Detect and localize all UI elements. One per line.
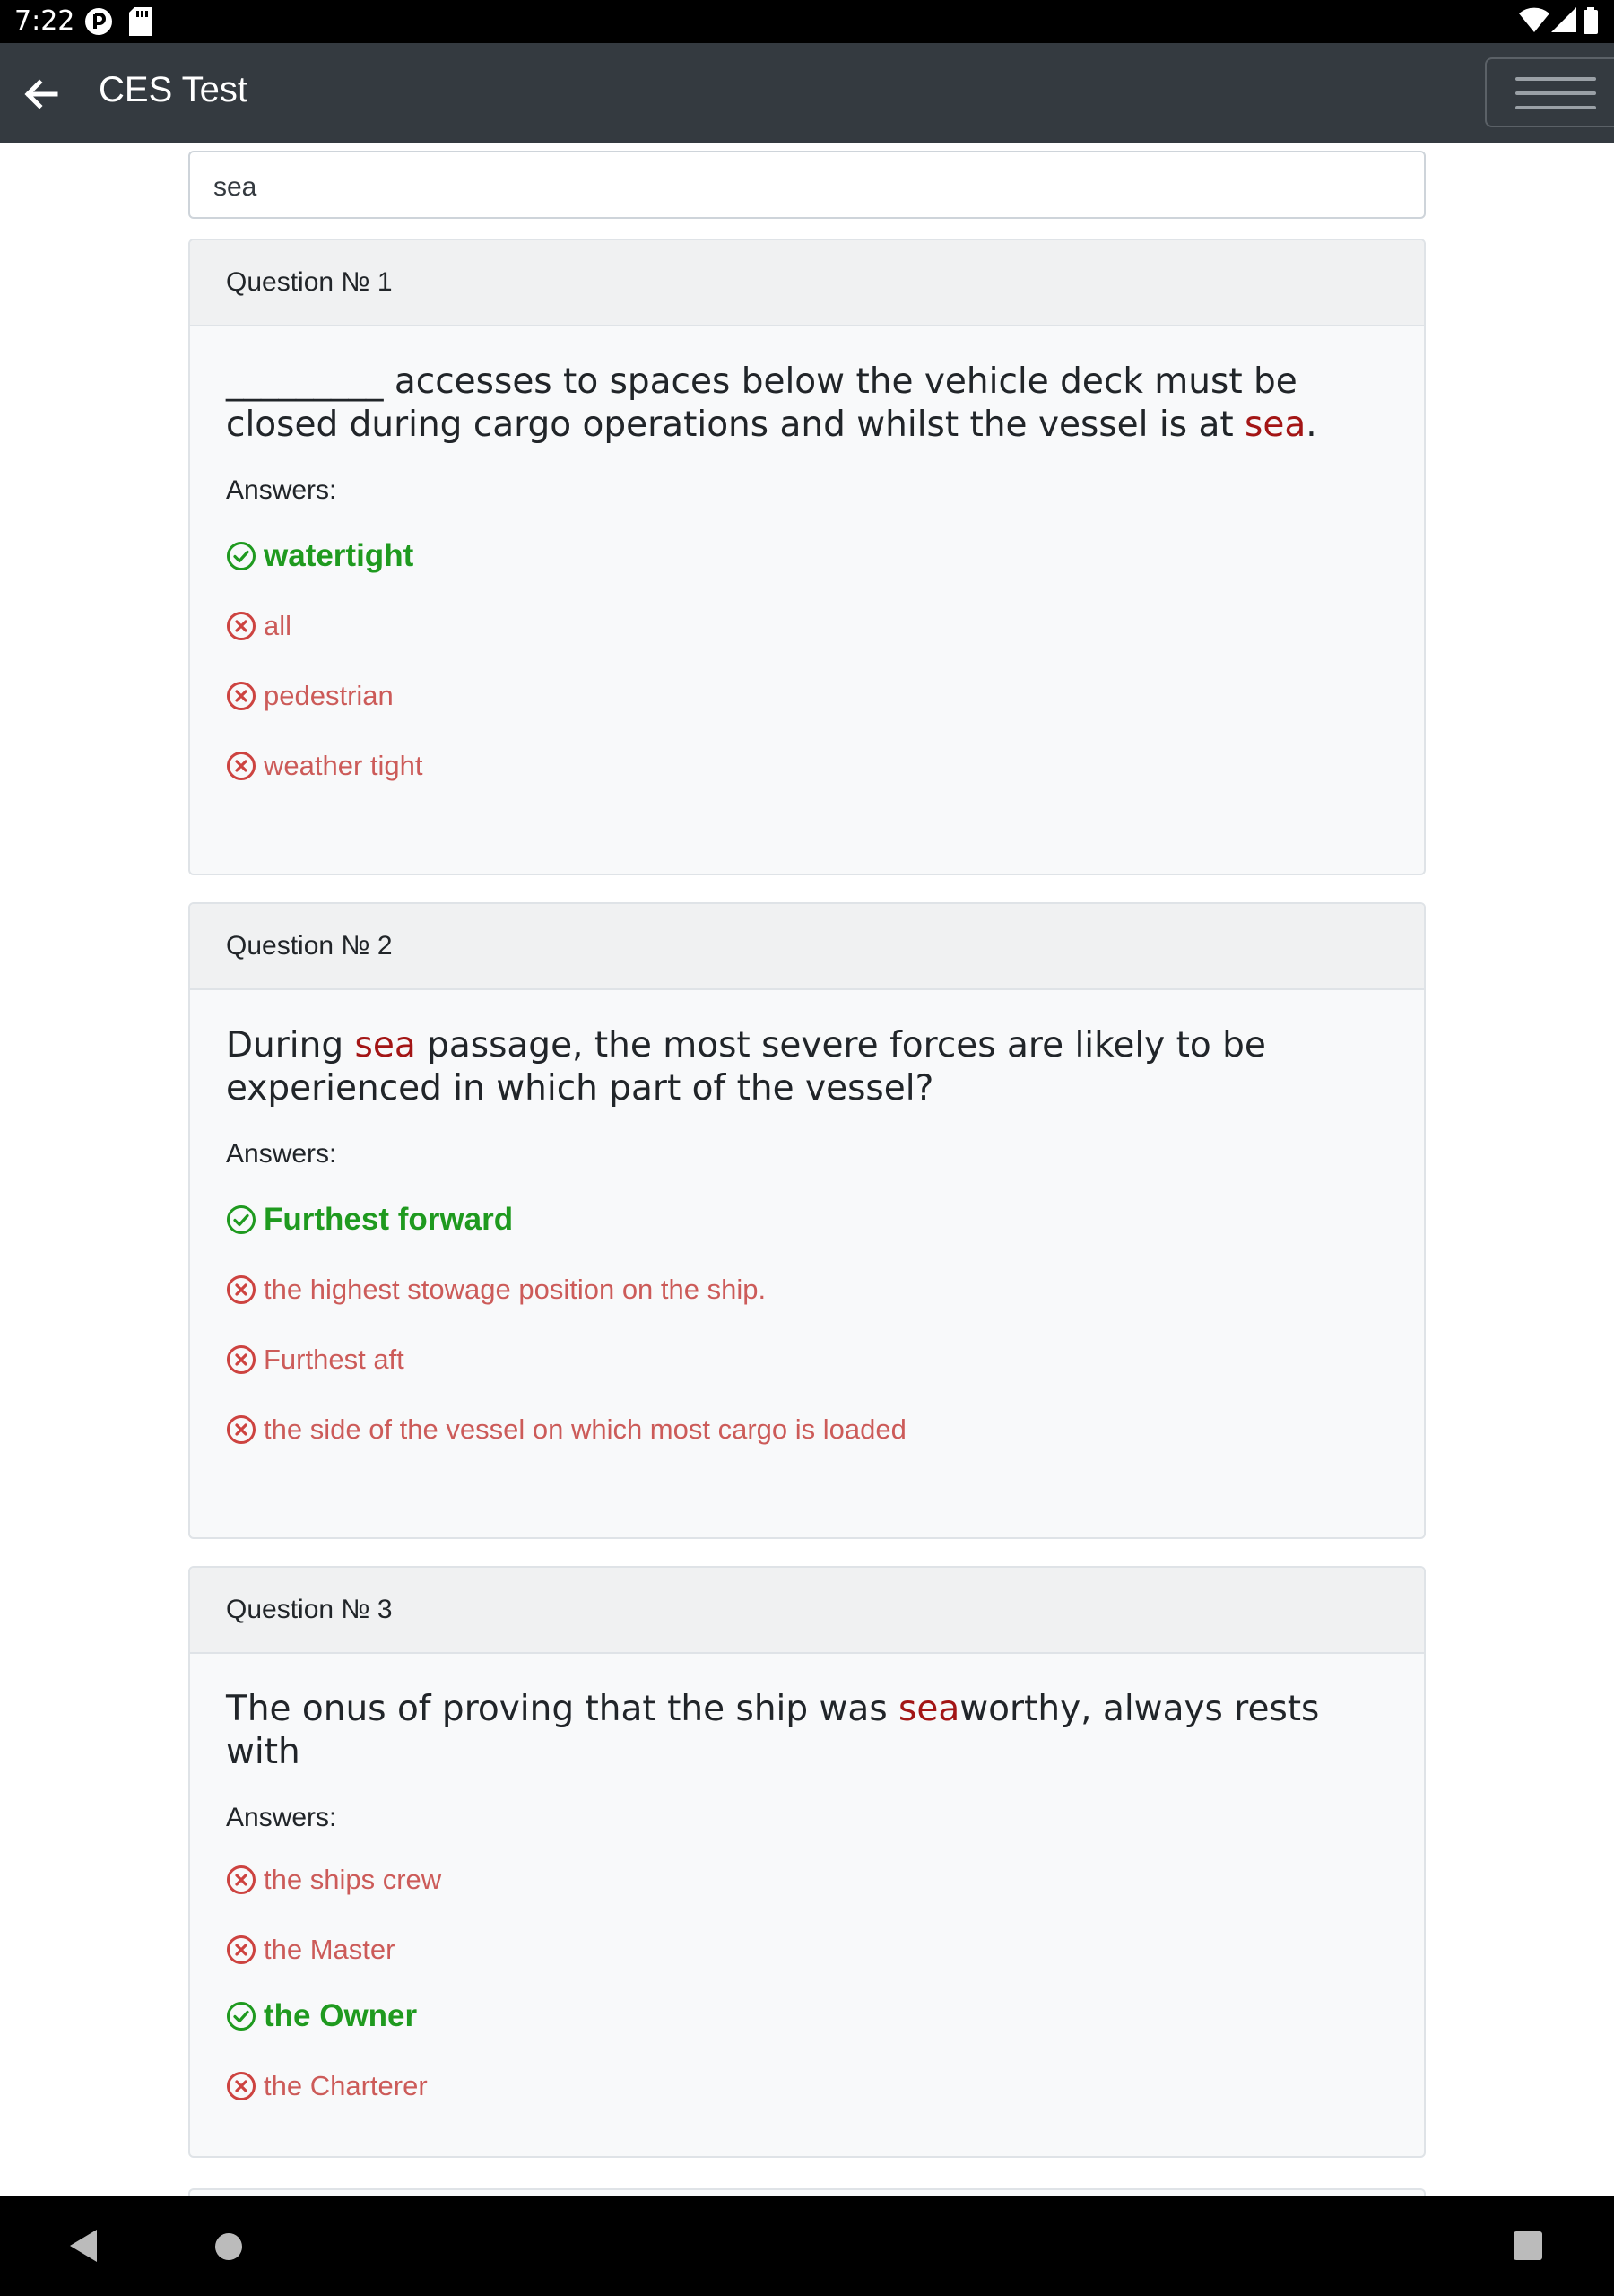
question-card bbox=[188, 902, 1426, 1539]
cell-signal-icon bbox=[1551, 7, 1576, 32]
search-highlight: sea bbox=[898, 1689, 960, 1729]
question-body bbox=[190, 1024, 1424, 1446]
wrong-answer bbox=[226, 1344, 1388, 1376]
question-text-part: worthy, always rests with bbox=[226, 1689, 1320, 1772]
back-arrow-icon[interactable] bbox=[20, 74, 61, 115]
search-highlight: sea bbox=[354, 1025, 416, 1065]
answer-label: all bbox=[264, 610, 292, 641]
question-text bbox=[226, 361, 1388, 447]
x-circle-icon bbox=[226, 751, 256, 781]
hamburger-icon bbox=[1515, 106, 1596, 109]
answers-label: Answers: bbox=[226, 1139, 337, 1169]
answer-label: pedestrian bbox=[264, 680, 394, 711]
notification-app-icon bbox=[84, 7, 113, 36]
answers-label: Answers: bbox=[226, 475, 337, 505]
correct-answer bbox=[226, 1998, 1388, 2034]
question-header: Question № 1 bbox=[190, 240, 1424, 326]
question-header: Question № 3 bbox=[190, 1568, 1424, 1654]
question-text-part: _________ accesses to spaces below the vehicle deck must be closed during cargo operations and whilst the vessel is at bbox=[226, 361, 1297, 445]
x-circle-icon bbox=[226, 1865, 256, 1895]
answer-label: the Charterer bbox=[264, 2070, 428, 2101]
correct-answer bbox=[226, 538, 1388, 574]
wrong-answer bbox=[226, 2070, 1388, 2102]
x-circle-icon bbox=[226, 681, 256, 711]
answer-label: the highest stowage position on the ship. bbox=[264, 1274, 767, 1305]
nav-back-icon[interactable] bbox=[70, 2230, 99, 2262]
check-circle-icon bbox=[226, 1205, 256, 1235]
answer-label: the Master bbox=[264, 1934, 395, 1965]
sd-card-icon bbox=[129, 7, 152, 36]
nav-recents-icon[interactable] bbox=[1514, 2231, 1542, 2260]
x-circle-icon bbox=[226, 1935, 256, 1965]
app-bar bbox=[0, 43, 1614, 144]
question-text-part: The onus of proving that the ship was bbox=[226, 1689, 899, 1729]
search-highlight: sea bbox=[1245, 404, 1306, 445]
wrong-answer bbox=[226, 680, 1388, 712]
answer-label: Furthest forward bbox=[264, 1202, 514, 1237]
x-circle-icon bbox=[226, 2071, 256, 2101]
wrong-answer bbox=[226, 1413, 1388, 1446]
question-text bbox=[226, 1024, 1388, 1110]
answers-label: Answers: bbox=[226, 1803, 337, 1832]
next-question-card-edge bbox=[188, 2188, 1426, 2196]
wifi-icon bbox=[1519, 7, 1549, 32]
question-card bbox=[188, 239, 1426, 875]
question-header: Question № 2 bbox=[190, 904, 1424, 990]
check-circle-icon bbox=[226, 541, 256, 571]
system-nav-bar bbox=[0, 2196, 1614, 2296]
correct-answer bbox=[226, 1202, 1388, 1238]
nav-home-icon[interactable] bbox=[213, 2231, 244, 2262]
question-card bbox=[188, 1566, 1426, 2158]
question-text-part: . bbox=[1306, 404, 1317, 445]
x-circle-icon bbox=[226, 1344, 256, 1375]
status-time: 7:22 bbox=[14, 5, 75, 37]
wrong-answer bbox=[226, 610, 1388, 642]
question-body bbox=[190, 361, 1424, 782]
x-circle-icon bbox=[226, 1274, 256, 1305]
check-circle-icon bbox=[226, 2001, 256, 2031]
status-bar bbox=[0, 0, 1614, 43]
battery-icon bbox=[1584, 7, 1598, 34]
x-circle-icon bbox=[226, 611, 256, 641]
answer-label: the Owner bbox=[264, 1998, 418, 2033]
wrong-answer bbox=[226, 1274, 1388, 1306]
x-circle-icon bbox=[226, 1414, 256, 1445]
wrong-answer bbox=[226, 750, 1388, 782]
hamburger-icon bbox=[1515, 77, 1596, 81]
question-text-part: passage, the most severe forces are likely to be experienced in which part of the vessel? bbox=[226, 1025, 1266, 1109]
question-text bbox=[226, 1688, 1388, 1774]
answer-label: watertight bbox=[264, 538, 414, 573]
page-title: CES Test bbox=[99, 70, 247, 109]
search-input[interactable]: sea bbox=[188, 151, 1426, 219]
menu-button[interactable] bbox=[1485, 57, 1614, 127]
answer-label: the ships crew bbox=[264, 1864, 442, 1895]
answer-label: the side of the vessel on which most cargo is loaded bbox=[264, 1413, 907, 1445]
wrong-answer bbox=[226, 1864, 1388, 1896]
answer-label: weather tight bbox=[264, 750, 423, 781]
wrong-answer bbox=[226, 1934, 1388, 1966]
hamburger-icon bbox=[1515, 91, 1596, 95]
question-text-part: During bbox=[226, 1025, 355, 1065]
question-body bbox=[190, 1688, 1424, 2102]
answer-label: Furthest aft bbox=[264, 1344, 404, 1375]
